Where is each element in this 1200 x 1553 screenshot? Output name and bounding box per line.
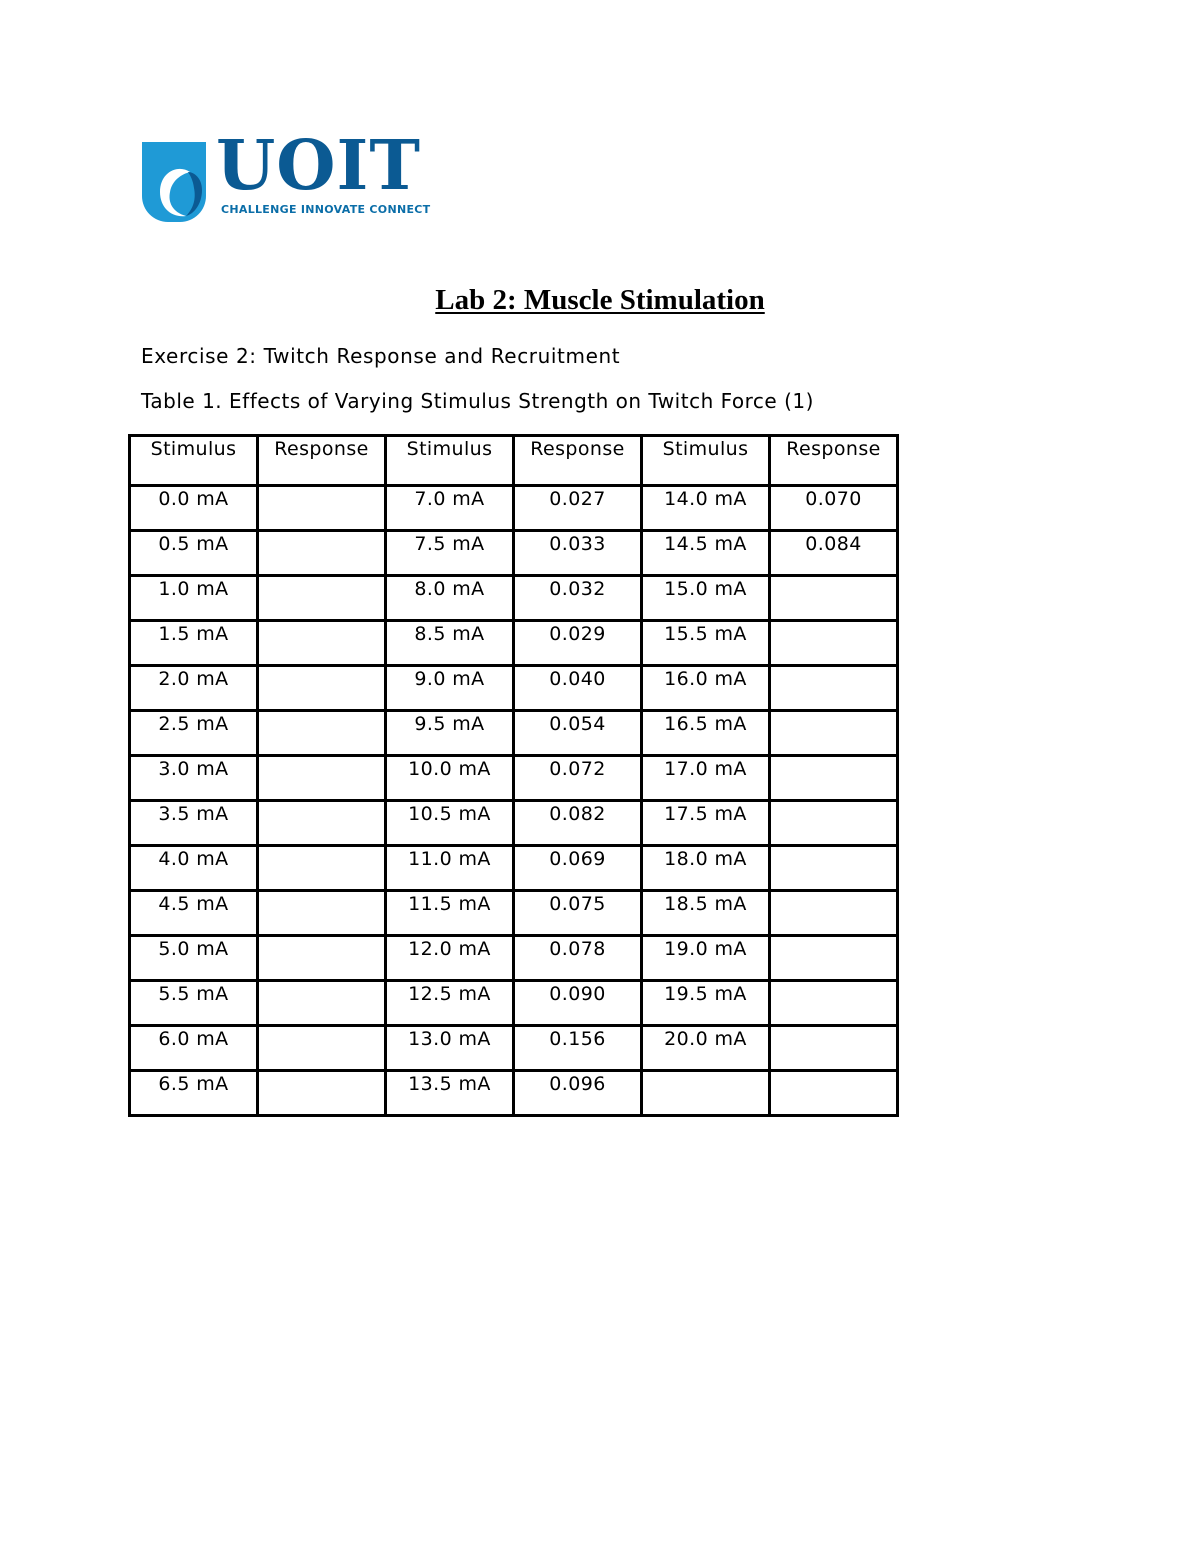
stimulus-cell (642, 1071, 770, 1116)
table-row (130, 756, 898, 801)
response-cell (770, 666, 898, 711)
response-cell: 0.040 (514, 666, 642, 711)
response-cell (770, 1026, 898, 1071)
response-cell (258, 1071, 386, 1116)
response-cell: 0.029 (514, 621, 642, 666)
stimulus-cell: 11.5 mA (386, 891, 514, 936)
logo-wordmark: UOIT (216, 126, 421, 206)
stimulus-cell: 17.5 mA (642, 801, 770, 846)
table-row (130, 621, 898, 666)
stimulus-cell: 13.0 mA (386, 1026, 514, 1071)
stimulus-cell: 16.5 mA (642, 711, 770, 756)
response-cell (770, 576, 898, 621)
stimulus-cell: 15.0 mA (642, 576, 770, 621)
table-row (130, 981, 898, 1026)
response-cell (258, 1026, 386, 1071)
response-cell (770, 756, 898, 801)
stimulus-cell: 1.5 mA (130, 621, 258, 666)
response-cell (770, 891, 898, 936)
uoit-logo (142, 126, 431, 224)
response-cell (770, 621, 898, 666)
table-row (130, 531, 898, 576)
stimulus-cell: 4.0 mA (130, 846, 258, 891)
response-cell (258, 981, 386, 1026)
response-cell (770, 981, 898, 1026)
stimulus-cell: 16.0 mA (642, 666, 770, 711)
exercise-heading: Exercise 2: Twitch Response and Recruitment (141, 344, 621, 368)
stimulus-cell: 19.0 mA (642, 936, 770, 981)
stimulus-cell: 4.5 mA (130, 891, 258, 936)
stimulus-cell: 20.0 mA (642, 1026, 770, 1071)
stimulus-cell: 12.0 mA (386, 936, 514, 981)
stimulus-cell: 9.0 mA (386, 666, 514, 711)
stimulus-cell: 3.5 mA (130, 801, 258, 846)
stimulus-cell: 2.0 mA (130, 666, 258, 711)
response-cell: 0.027 (514, 486, 642, 531)
stimulus-cell: 7.5 mA (386, 531, 514, 576)
response-cell (258, 711, 386, 756)
table-row (130, 936, 898, 981)
response-cell: 0.156 (514, 1026, 642, 1071)
stimulus-cell: 14.5 mA (642, 531, 770, 576)
stimulus-cell: 0.5 mA (130, 531, 258, 576)
column-header: Stimulus (386, 436, 514, 486)
response-cell (258, 666, 386, 711)
response-cell (258, 936, 386, 981)
stimulus-cell: 18.0 mA (642, 846, 770, 891)
uoit-emblem-icon (142, 142, 206, 222)
stimulus-cell: 18.5 mA (642, 891, 770, 936)
stimulus-cell: 5.5 mA (130, 981, 258, 1026)
table-row (130, 486, 898, 531)
stimulus-cell: 7.0 mA (386, 486, 514, 531)
table-row (130, 1026, 898, 1071)
logo-tagline: CHALLENGE INNOVATE CONNECT (221, 203, 431, 216)
stimulus-cell: 15.5 mA (642, 621, 770, 666)
response-cell: 0.078 (514, 936, 642, 981)
stimulus-cell: 9.5 mA (386, 711, 514, 756)
table-row (130, 711, 898, 756)
response-cell: 0.032 (514, 576, 642, 621)
stimulus-cell: 0.0 mA (130, 486, 258, 531)
response-cell (770, 846, 898, 891)
stimulus-cell: 11.0 mA (386, 846, 514, 891)
response-cell: 0.082 (514, 801, 642, 846)
table-row (130, 801, 898, 846)
table-row (130, 891, 898, 936)
table-caption: Table 1. Effects of Varying Stimulus Strength on Twitch Force (1) (141, 389, 814, 413)
response-cell (770, 1071, 898, 1116)
column-header: Stimulus (130, 436, 258, 486)
table-row (130, 576, 898, 621)
response-cell: 0.096 (514, 1071, 642, 1116)
response-cell: 0.072 (514, 756, 642, 801)
stimulus-cell: 8.5 mA (386, 621, 514, 666)
stimulus-cell: 14.0 mA (642, 486, 770, 531)
stimulus-cell: 10.5 mA (386, 801, 514, 846)
document-title: Lab 2: Muscle Stimulation (435, 284, 765, 316)
response-cell (258, 846, 386, 891)
stimulus-cell: 6.0 mA (130, 1026, 258, 1071)
response-cell: 0.033 (514, 531, 642, 576)
response-cell: 0.084 (770, 531, 898, 576)
response-cell (258, 756, 386, 801)
stimulus-cell: 17.0 mA (642, 756, 770, 801)
column-header: Stimulus (642, 436, 770, 486)
stimulus-cell: 2.5 mA (130, 711, 258, 756)
table-header-row (130, 436, 898, 486)
stimulus-cell: 12.5 mA (386, 981, 514, 1026)
stimulus-cell: 10.0 mA (386, 756, 514, 801)
response-cell (770, 936, 898, 981)
table-row (130, 1071, 898, 1116)
stimulus-cell: 1.0 mA (130, 576, 258, 621)
response-cell (258, 891, 386, 936)
response-cell: 0.069 (514, 846, 642, 891)
response-cell: 0.075 (514, 891, 642, 936)
response-cell (258, 531, 386, 576)
stimulus-cell: 13.5 mA (386, 1071, 514, 1116)
stimulus-cell: 3.0 mA (130, 756, 258, 801)
response-cell (258, 621, 386, 666)
column-header: Response (770, 436, 898, 486)
stimulus-cell: 5.0 mA (130, 936, 258, 981)
response-cell (770, 711, 898, 756)
table-row (130, 666, 898, 711)
response-cell (258, 801, 386, 846)
response-cell: 0.090 (514, 981, 642, 1026)
column-header: Response (514, 436, 642, 486)
response-cell (258, 576, 386, 621)
table-row (130, 846, 898, 891)
column-header: Response (258, 436, 386, 486)
stimulus-cell: 8.0 mA (386, 576, 514, 621)
response-cell (770, 801, 898, 846)
stimulus-response-table (128, 434, 899, 1117)
response-cell: 0.070 (770, 486, 898, 531)
stimulus-cell: 6.5 mA (130, 1071, 258, 1116)
response-cell (258, 486, 386, 531)
response-cell: 0.054 (514, 711, 642, 756)
stimulus-cell: 19.5 mA (642, 981, 770, 1026)
